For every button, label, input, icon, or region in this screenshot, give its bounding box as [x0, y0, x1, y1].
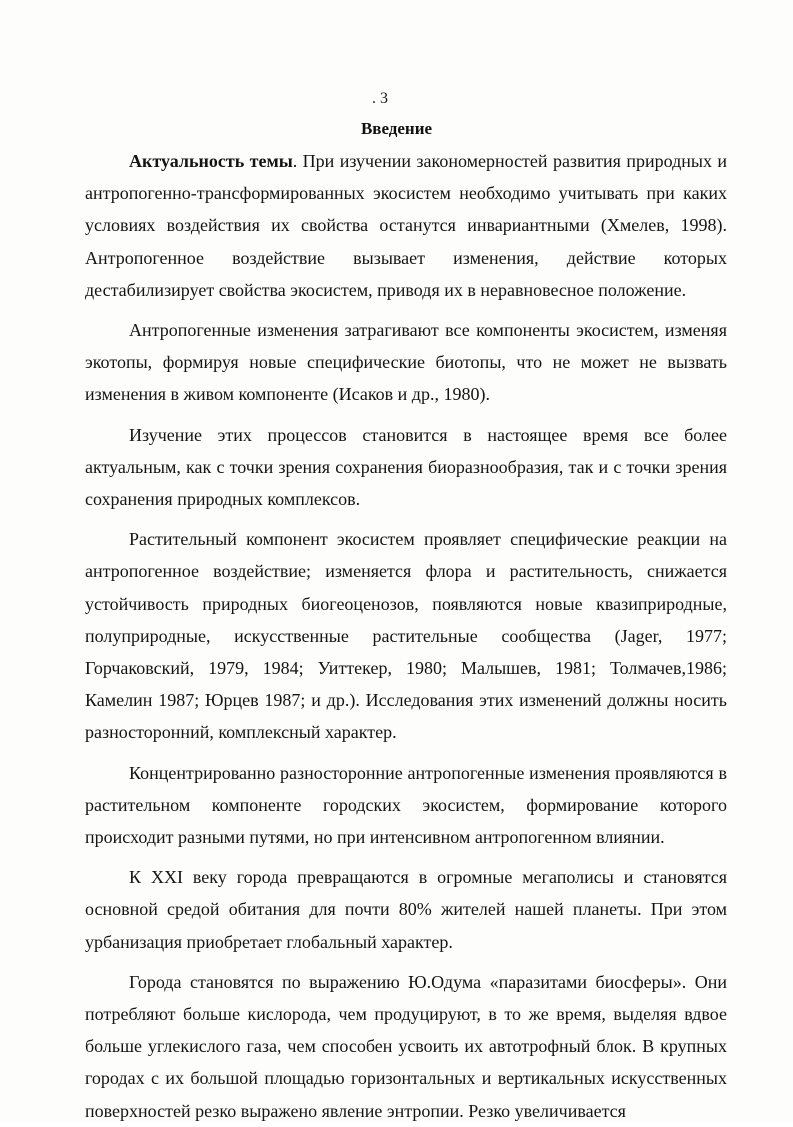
- page-number: . 3: [372, 90, 388, 107]
- paragraph: Антропогенные изменения затрагивают все компоненты экосистем, изменяя экотопы, формируя новые специфические биотопы, что не может не вызвать изменения в живом компоненте (Исаков и др., 1980).: [85, 320, 727, 405]
- paragraph: [85, 145, 727, 306]
- paragraph: К XXI веку города превращаются в огромные мегаполисы и становятся основной средой обитания для почти 80% жителей нашей планеты. При этом урбанизация приобретает глобальный характер.: [85, 867, 727, 952]
- paragraph-lead: Актуальность темы: [129, 151, 293, 171]
- section-heading: Введение: [360, 119, 433, 138]
- body-text: [85, 145, 727, 1127]
- paragraph: Растительный компонент экосистем проявляет специфические реакции на антропогенное воздействие; изменяется флора и растительность, снижается устойчивость природных биогеоценозов, появляются новые квазиприродные, полуприродные, искусственные растительные сообщества (Jager, 1977; Горчаковский, 1979, 1984; Уиттекер, 1980; Малышев, 1981; Толмачев,1986; Камелин 1987; Юрцев 1987; и др.). Исследования этих изменений должны носить разносторонний, комплексный характер.: [85, 529, 727, 743]
- paragraph: Изучение этих процессов становится в настоящее время все более актуальным, как с точки зрения сохранения биоразнообразия, так и с точки зрения сохранения природных комплексов.: [85, 424, 727, 510]
- paragraph: Города становятся по выражению Ю.Одума «паразитами биосферы». Они потребляют больше кислорода, чем продуцируют, в то же время, выделяя вдвое больше углекислого газа, чем способен усвоить их автотрофный блок. В крупных городах с их большой площадью горизонтальных и вертикальных искусственных поверхностей резко выражено явление энтропии. Резко увеличивается: [85, 971, 727, 1121]
- paragraph-text: . При изучении закономерностей развития природных и антропогенно-трансформированных экосистем необходимо учитывать при каких условиях воздействия их свойства останутся инвариантными (Хмелев, 1998). Антропогенное воздействие вызывает изменения, действие которых дестабилизирует свойства экосистем, приводя их в неравновесное положение.: [85, 151, 727, 300]
- paragraph: Концентрированно разносторонние антропогенные изменения проявляются в растительном компоненте городских экосистем, формирование которого происходит разными путями, но при интенсивном антропогенном влиянии.: [85, 762, 727, 848]
